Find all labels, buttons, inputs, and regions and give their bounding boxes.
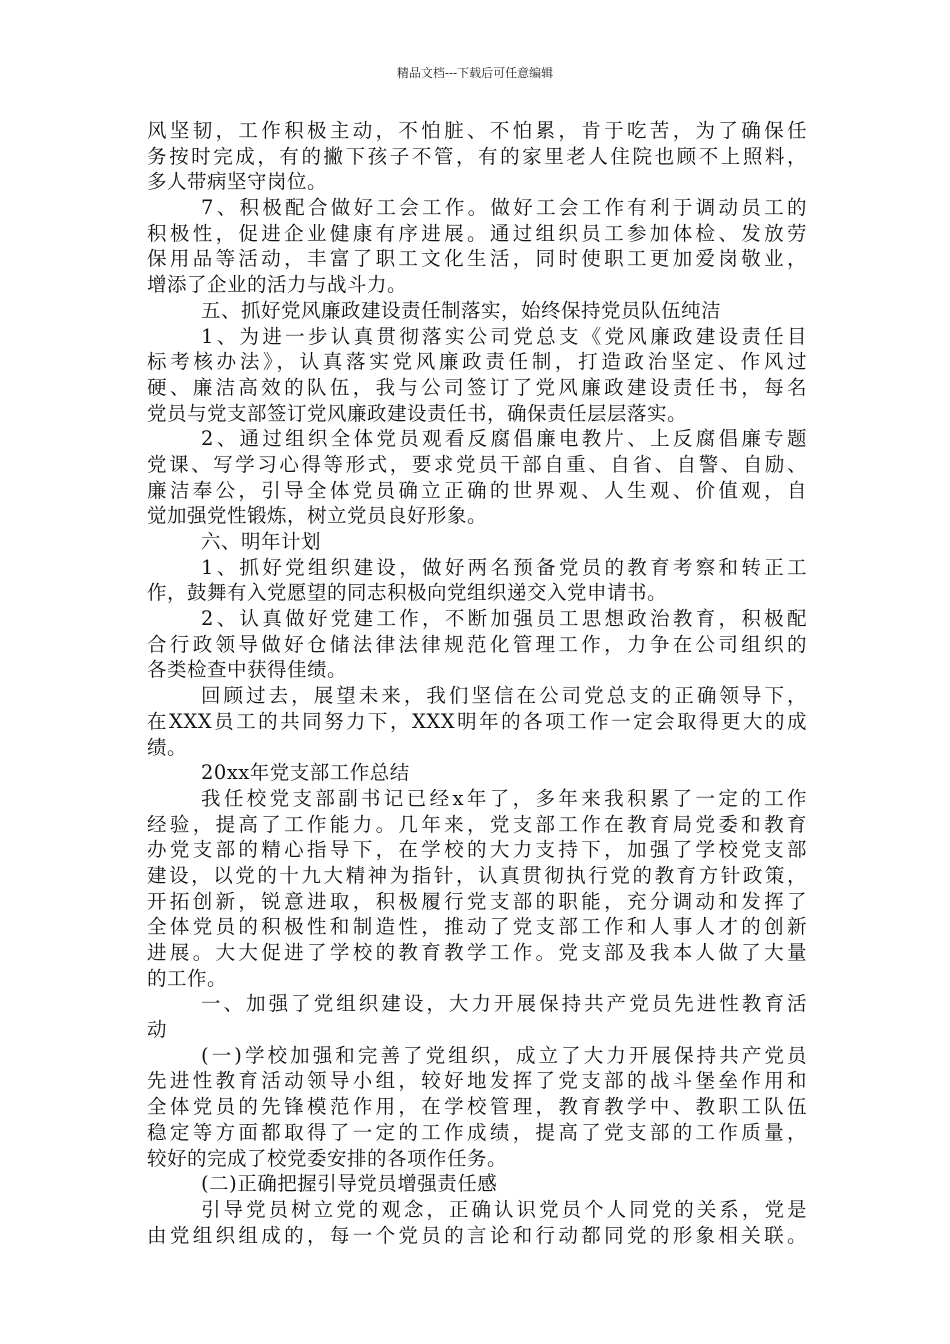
text-line: 我任校党支部副书记已经x年了，多年来我积累了一定的工作	[201, 786, 807, 810]
text-line: 风坚韧，工作积极主动，不怕脏、不怕累，肯于吃苦，为了确保任	[147, 119, 807, 142]
text-line: 引导党员树立党的观念，正确认识党员个人同党的关系，党是	[201, 1197, 807, 1221]
text-line: 在XXX员工的共同努力下，XXX明年的各项工作一定会取得更大的成	[147, 709, 807, 733]
text-line: 党员与党支部签订党风廉政建设责任书，确保责任层层落实。	[147, 401, 688, 425]
section-heading: 六、明年计划	[201, 530, 322, 553]
section-heading: 动	[147, 1018, 168, 1042]
text-line: 1、为进一步认真贯彻落实公司党总支《党风廉政建设责任目	[201, 324, 807, 348]
text-line: 硬、廉洁高效的队伍，我与公司签订了党风廉政建设责任书，每名	[147, 375, 807, 399]
text-line: 2、通过组织全体党员观看反腐倡廉电教片、上反腐倡廉专题	[201, 427, 807, 451]
text-line: (一)学校加强和完善了党组织，成立了大力开展保持共产党员	[201, 1043, 807, 1067]
text-line: 进展。大大促进了学校的教育教学工作。党支部及我本人做了大量	[147, 941, 807, 964]
text-line: 回顾过去，展望未来，我们坚信在公司党总支的正确领导下，	[201, 684, 807, 708]
text-line: 全体党员的先锋模范作用，在学校管理，教育教学中、教职工队伍	[147, 1095, 807, 1119]
page-header: 精品文档---下载后可任意编辑	[396, 66, 554, 80]
text-line: 多人带病坚守岗位。	[147, 170, 328, 194]
text-line: 1、抓好党组织建设，做好两名预备党员的教育考察和转正工	[201, 555, 807, 579]
text-line: 觉加强党性锻炼，树立党员良好形象。	[147, 504, 488, 528]
text-line: 办党支部的精心指导下，在学校的大力支持下，加强了学校党支部	[147, 838, 807, 862]
text-line: 稳定等方面都取得了一定的工作成绩，提高了党支部的工作质量，	[147, 1120, 807, 1144]
text-line: 绩。	[147, 735, 188, 759]
subsection-heading: (二)正确把握引导党员增强责任感	[201, 1172, 498, 1196]
section-heading: 一、加强了党组织建设，大力开展保持共产党员先进性教育活	[201, 992, 807, 1016]
text-line: 积极性，促进企业健康有序进展。通过组织员工参加体检、发放劳	[147, 221, 807, 245]
text-line: 增添了企业的活力与战斗力。	[147, 273, 408, 297]
text-line: 务按时完成，有的撇下孩子不管，有的家里老人住院也顾不上照料，	[147, 144, 807, 168]
text-line: 由党组织组成的，每一个党员的言论和行动都同党的形象相关联。	[147, 1223, 807, 1247]
section-heading: 五、抓好党风廉政建设责任制落实，始终保持党员队伍纯洁	[201, 298, 722, 322]
text-line: 保用品等活动，丰富了职工文化生活，同时使职工更加爱岗敬业，	[147, 247, 807, 271]
text-line: 建设，以党的十九大精神为指针，认真贯彻执行党的教育方针政策，	[147, 863, 807, 887]
text-line: 廉洁奉公，引导全体党员确立正确的世界观、人生观、价值观，自	[147, 478, 807, 502]
text-line: 作，鼓舞有入党愿望的同志积极向党组织递交入党申请书。	[147, 581, 668, 605]
text-line: 党课、写学习心得等形式，要求党员干部自重、自省、自警、自励、	[147, 452, 807, 476]
text-line: 开拓创新，锐意进取，积极履行党支部的职能，充分调动和发挥了	[147, 889, 807, 913]
text-line: 的工作。	[147, 966, 228, 990]
text-line: 2、认真做好党建工作，不断加强员工思想政治教育，积极配	[201, 607, 807, 631]
text-line: 较好的完成了校党委安排的各项作任务。	[147, 1146, 508, 1170]
text-line: 经验，提高了工作能力。几年来，党支部工作在教育局党委和教育	[147, 812, 807, 836]
text-line: 7、积极配合做好工会工作。做好工会工作有利于调动员工的	[201, 196, 807, 220]
text-line: 合行政领导做好仓储法律法律规范化管理工作，力争在公司组织的	[147, 632, 807, 656]
text-line: 各类检查中获得佳绩。	[147, 658, 348, 682]
document-title: 20xx年党支部工作总结	[201, 761, 410, 785]
text-line: 先进性教育活动领导小组，较好地发挥了党支部的战斗堡垒作用和	[147, 1069, 807, 1093]
document-body	[147, 118, 807, 1248]
text-line: 标考核办法》，认真落实党风廉政责任制，打造政治坚定、作风过	[147, 350, 807, 374]
text-line: 全体党员的积极性和制造性，推动了党支部工作和人事人才的创新	[147, 915, 807, 939]
